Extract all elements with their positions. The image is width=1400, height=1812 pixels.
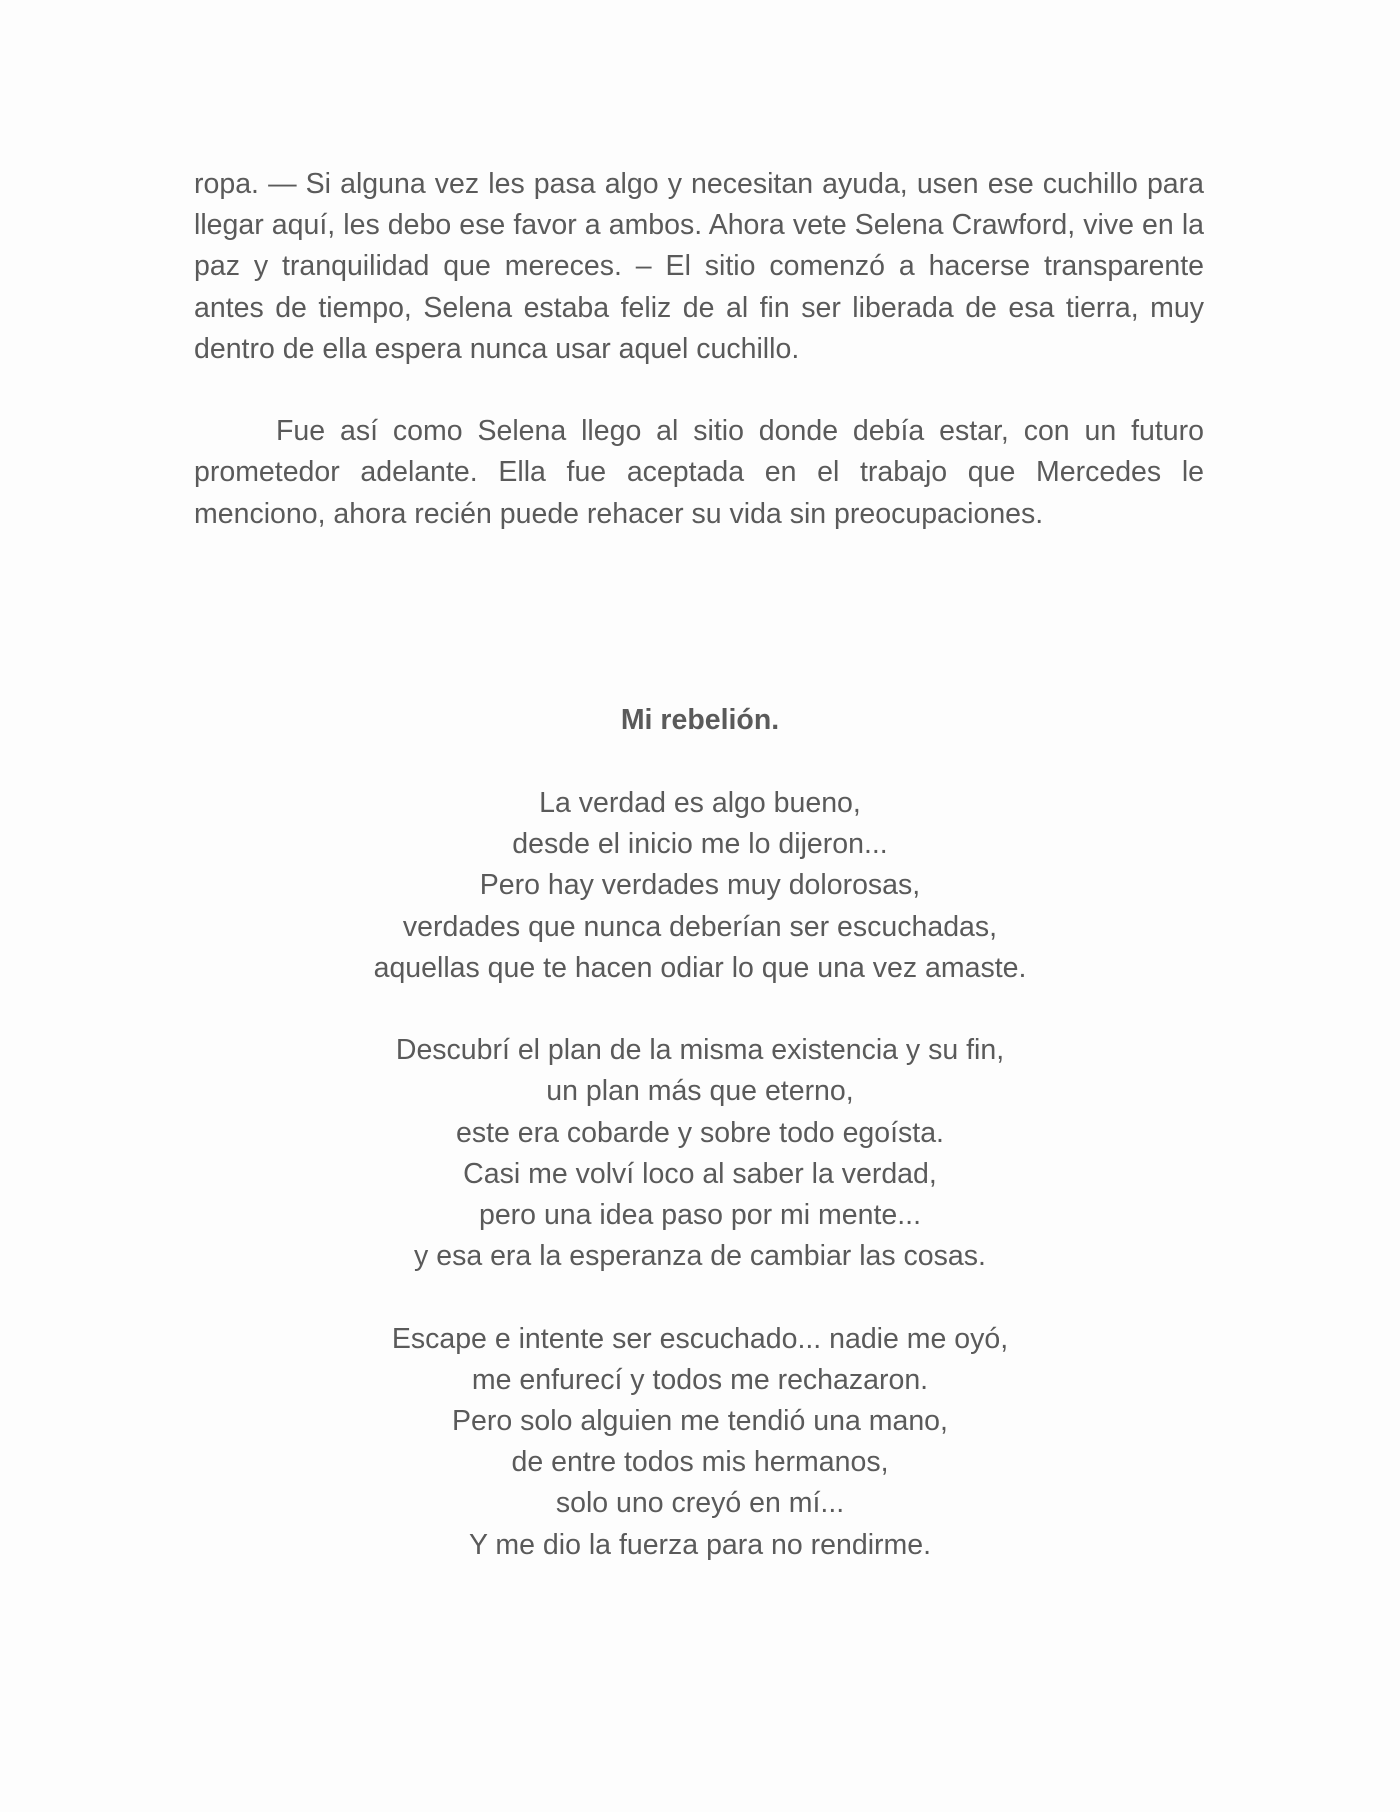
poem-line: de entre todos mis hermanos, (511, 1446, 889, 1479)
poem-line: un plan más que eterno, (546, 1075, 854, 1108)
poem-line: aquellas que te hacen odiar lo que una vez amaste. (373, 951, 1027, 984)
poem-line: desde el inicio me lo dijeron... (512, 828, 888, 861)
poem-body (0, 783, 1400, 1607)
poem-line: Pero solo alguien me tendió una mano, (452, 1405, 948, 1438)
poem-line: este era cobarde y sobre todo egoísta. (456, 1116, 944, 1149)
poem-line: Escape e intente ser escuchado... nadie me oyó, (391, 1322, 1009, 1355)
poem-line: Y me dio la fuerza para no rendirme. (468, 1528, 932, 1561)
poem-stanza (0, 783, 1400, 989)
poem-stanza (0, 1319, 1400, 1566)
poem-line: Pero hay verdades muy dolorosas, (479, 869, 921, 902)
poem-line: Casi me volví loco al saber la verdad, (463, 1157, 937, 1190)
poem-stanza (0, 1030, 1400, 1277)
poem-line: Descubrí el plan de la misma existencia y su fin, (395, 1034, 1005, 1067)
poem-title: Mi rebelión. (620, 704, 780, 736)
poem-line: y esa era la esperanza de cambiar las cosas. (414, 1240, 986, 1273)
poem-line: pero una idea paso por mi mente... (478, 1199, 921, 1232)
prose-paragraph: ropa. — Si alguna vez les pasa algo y necesitan ayuda, usen ese cuchillo para llegar aquí, les debo ese favor a ambos. Ahora vete Selena Crawford, vive en la paz y tranquilidad que mereces. – El sitio comenzó a hacerse transparente antes de tiempo, Selena estaba feliz de al fin ser liberada de esa tierra, muy dentro de ella espera nunca usar aquel cuchillo. (194, 168, 1204, 365)
poem-line: verdades que nunca deberían ser escuchadas, (402, 910, 998, 943)
poem-line: me enfurecí y todos me rechazaron. (471, 1363, 929, 1396)
poem-line: solo uno creyó en mí... (555, 1487, 845, 1520)
prose-paragraph: Fue así como Selena llego al sitio donde debía estar, con un futuro prometedor adelante. Ella fue aceptada en el trabajo que Mercedes le menciono, ahora recién puede rehacer su vida sin preocupaciones. (194, 415, 1204, 530)
poem-line: La verdad es algo bueno, (539, 787, 861, 819)
prose-section (194, 164, 1204, 535)
